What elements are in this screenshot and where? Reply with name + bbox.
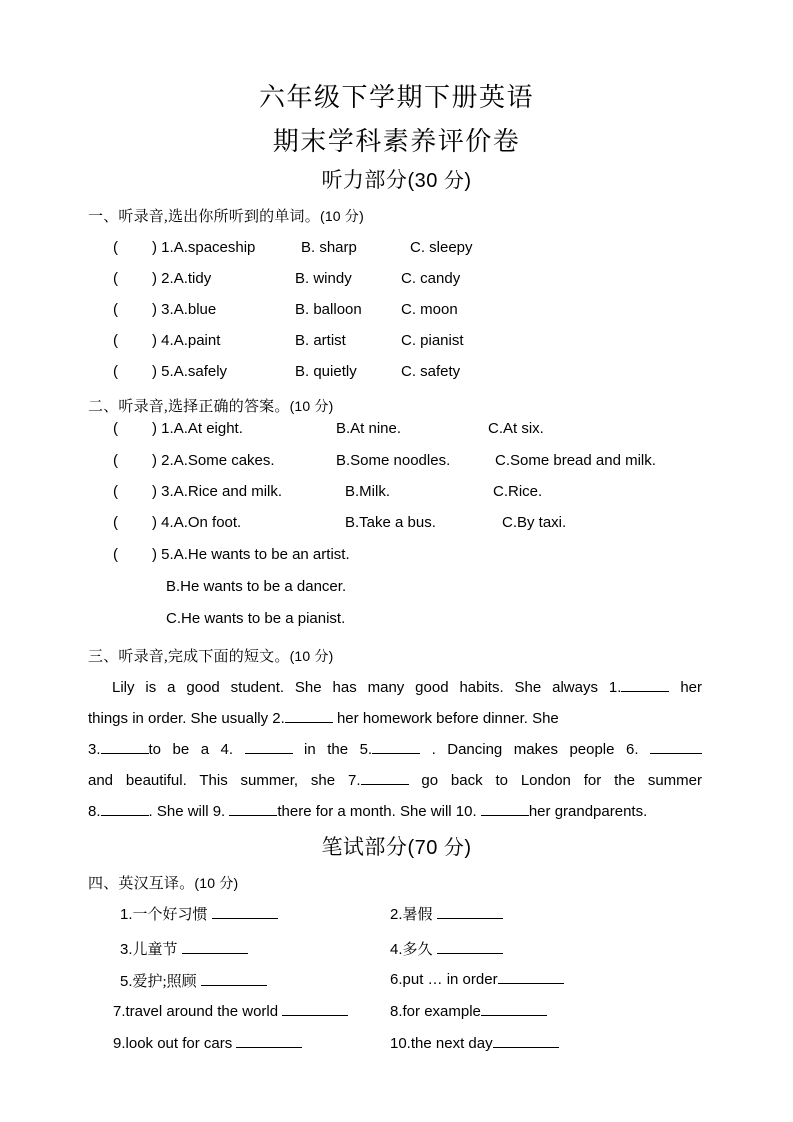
option-c[interactable]: C.He wants to be a pianist. <box>166 610 346 627</box>
question-number: 1. <box>161 239 174 256</box>
fill-blank-8[interactable] <box>101 802 149 816</box>
passage-line-1 <box>88 678 702 696</box>
answer-paren-close: ) <box>152 270 157 287</box>
passage-text: her <box>680 679 702 696</box>
option-a[interactable]: A.On foot. <box>173 514 242 531</box>
option-b[interactable]: B.Milk. <box>345 483 390 500</box>
option-c[interactable]: C.Some bread and milk. <box>495 452 656 469</box>
list-item[interactable] <box>390 970 564 988</box>
option-c-row[interactable] <box>166 610 345 627</box>
option-a[interactable]: A.spaceship <box>173 239 256 256</box>
item-text: for example <box>402 1003 481 1020</box>
list-item[interactable] <box>390 938 503 959</box>
item-text: 暑假 <box>402 907 433 923</box>
option-a[interactable]: A.safely <box>173 363 228 380</box>
translation-blank-10[interactable] <box>493 1034 559 1048</box>
option-a[interactable]: A.At eight. <box>173 420 243 437</box>
item-number: 5. <box>120 973 133 990</box>
option-c[interactable]: C. pianist <box>401 332 464 349</box>
passage-text: . Dancing makes people 6. <box>431 741 639 758</box>
table-row[interactable] <box>113 239 473 256</box>
option-b-row[interactable] <box>166 578 346 595</box>
item-number: 6. <box>390 971 403 988</box>
option-b[interactable]: B.At nine. <box>336 420 402 437</box>
table-row[interactable] <box>113 483 543 500</box>
list-item[interactable] <box>113 1002 348 1020</box>
passage-text: things in order. She usually 2. <box>88 710 285 727</box>
option-b[interactable]: B. artist <box>295 332 346 349</box>
table-row[interactable] <box>113 420 544 437</box>
answer-paren-close: ) <box>152 420 157 437</box>
passage-text: Lily is a good student. She has many good habits. She always 1. <box>112 679 622 696</box>
fill-blank-3[interactable] <box>101 740 149 754</box>
fill-blank-10[interactable] <box>481 802 529 816</box>
passage-text: her grandparents. <box>528 803 648 820</box>
section-three-points: (10 分) <box>289 648 334 664</box>
listening-part-header <box>0 164 793 194</box>
item-text: 儿童节 <box>132 942 178 958</box>
option-b[interactable]: B. quietly <box>295 363 357 380</box>
fill-blank-9[interactable] <box>229 802 277 816</box>
answer-paren-close: ) <box>152 239 157 256</box>
listening-part-score: (30 分) <box>407 170 472 192</box>
section-one-heading <box>88 205 364 226</box>
answer-paren-open: ( <box>113 483 118 500</box>
fill-blank-5[interactable] <box>372 740 420 754</box>
answer-paren-open: ( <box>113 363 118 380</box>
option-c[interactable]: C. moon <box>401 301 458 318</box>
section-four-points: (10 分) <box>194 875 239 891</box>
answer-paren-open: ( <box>113 332 118 349</box>
translation-blank-1[interactable] <box>212 905 278 919</box>
option-a[interactable]: A.He wants to be an artist. <box>173 546 350 563</box>
item-number: 7. <box>113 1003 126 1020</box>
option-a[interactable]: A.Rice and milk. <box>173 483 283 500</box>
passage-line-2 <box>88 709 702 727</box>
option-b[interactable]: B. windy <box>295 270 352 287</box>
option-c[interactable]: C. sleepy <box>410 239 473 256</box>
answer-paren-open: ( <box>113 420 118 437</box>
page-title-line-1: 六年级下学期下册英语 <box>258 83 534 112</box>
table-row[interactable] <box>113 514 567 531</box>
passage-text: there for a month. She will 10. <box>277 803 477 820</box>
list-item[interactable] <box>113 1034 302 1052</box>
item-number: 1. <box>120 906 133 923</box>
listening-part-label: 听力部分 <box>321 168 408 192</box>
option-a[interactable]: A.paint <box>173 332 221 349</box>
item-text: the next day <box>410 1035 493 1052</box>
item-text: travel around the world <box>125 1003 279 1020</box>
item-text: put … in order <box>402 971 498 988</box>
page-title-line-2: 期末学科素养评价卷 <box>272 127 521 156</box>
passage-text: go back to London for the summer <box>421 772 703 789</box>
option-b[interactable]: B. balloon <box>295 301 362 318</box>
fill-blank-2[interactable] <box>285 709 333 723</box>
list-item[interactable] <box>390 1034 559 1052</box>
option-a[interactable]: A.Some cakes. <box>173 452 275 469</box>
option-b[interactable]: B. sharp <box>301 239 357 256</box>
translation-blank-4[interactable] <box>437 940 503 954</box>
passage-line-4 <box>88 771 702 789</box>
section-three-heading <box>88 645 334 666</box>
section-two-heading <box>88 395 334 416</box>
table-row[interactable] <box>113 546 350 563</box>
translation-blank-7[interactable] <box>282 1002 348 1016</box>
option-a[interactable]: A.blue <box>173 301 217 318</box>
list-item[interactable] <box>390 903 503 924</box>
section-two-points: (10 分) <box>289 398 334 414</box>
answer-paren-close: ) <box>152 363 157 380</box>
answer-paren-close: ) <box>152 514 157 531</box>
question-number: 3. <box>161 301 174 318</box>
passage-text: . She will 9. <box>148 803 226 820</box>
list-item[interactable] <box>120 938 248 959</box>
table-row[interactable] <box>113 332 464 349</box>
section-one-heading-text: 一、听录音,选出你所听到的单词。 <box>88 209 320 225</box>
question-number: 2. <box>161 270 174 287</box>
section-three-heading-text: 三、听录音,完成下面的短文。 <box>88 649 290 665</box>
translation-blank-9[interactable] <box>236 1034 302 1048</box>
option-c[interactable]: C.Rice. <box>493 483 543 500</box>
written-part-score: (70 分) <box>407 837 472 859</box>
section-two-heading-text: 二、听录音,选择正确的答案。 <box>88 399 290 415</box>
answer-paren-open: ( <box>113 270 118 287</box>
section-four-heading <box>88 872 238 893</box>
answer-paren-close: ) <box>152 301 157 318</box>
table-row[interactable] <box>113 363 461 380</box>
answer-paren-open: ( <box>113 546 118 563</box>
translation-blank-2[interactable] <box>437 905 503 919</box>
answer-paren-open: ( <box>113 239 118 256</box>
fill-blank-4[interactable] <box>245 740 293 754</box>
list-item[interactable] <box>120 970 267 991</box>
table-row[interactable] <box>113 301 458 318</box>
question-number: 4. <box>161 332 174 349</box>
question-number: 2. <box>161 452 174 469</box>
option-c[interactable]: C. safety <box>401 363 461 380</box>
fill-blank-7[interactable] <box>361 771 409 785</box>
section-one-points: (10 分) <box>319 208 364 224</box>
passage-text: and beautiful. This summer, she 7. <box>88 772 361 789</box>
list-item[interactable] <box>390 1002 547 1020</box>
passage-text: 8. <box>88 803 101 820</box>
answer-paren-close: ) <box>152 332 157 349</box>
written-part-header <box>0 831 793 861</box>
answer-paren-close: ) <box>152 546 157 563</box>
option-c[interactable]: C.At six. <box>488 420 544 437</box>
section-four-heading-text: 四、英汉互译。 <box>88 876 195 892</box>
item-number: 4. <box>390 941 403 958</box>
answer-paren-open: ( <box>113 301 118 318</box>
option-c[interactable]: C.By taxi. <box>502 514 567 531</box>
item-text: 一个好习惯 <box>132 907 208 923</box>
option-b[interactable]: B.Some noodles. <box>336 452 451 469</box>
translation-blank-5[interactable] <box>201 972 267 986</box>
question-number: 5. <box>161 546 174 563</box>
translation-blank-8[interactable] <box>481 1002 547 1016</box>
item-number: 10. <box>390 1035 411 1052</box>
option-b[interactable]: B.Take a bus. <box>345 514 436 531</box>
question-number: 5. <box>161 363 174 380</box>
item-number: 9. <box>113 1035 126 1052</box>
answer-paren-close: ) <box>152 483 157 500</box>
passage-text: her homework before dinner. She <box>336 710 559 727</box>
item-number: 3. <box>120 941 133 958</box>
passage-line-5 <box>88 802 702 820</box>
table-row[interactable] <box>113 452 656 469</box>
item-number: 2. <box>390 906 403 923</box>
option-b[interactable]: B.He wants to be a dancer. <box>166 578 347 595</box>
passage-text: 3. <box>88 741 101 758</box>
answer-paren-open: ( <box>113 452 118 469</box>
fill-blank-1[interactable] <box>621 678 669 692</box>
answer-paren-close: ) <box>152 452 157 469</box>
written-part-label: 笔试部分 <box>321 835 408 859</box>
question-number: 4. <box>161 514 174 531</box>
option-c[interactable]: C. candy <box>401 270 461 287</box>
passage-text: to be a 4. <box>148 741 234 758</box>
item-text: 多久 <box>402 942 433 958</box>
translation-blank-3[interactable] <box>182 940 248 954</box>
question-number: 1. <box>161 420 174 437</box>
option-a[interactable]: A.tidy <box>173 270 212 287</box>
passage-line-3 <box>88 740 702 758</box>
fill-blank-6[interactable] <box>650 740 702 754</box>
item-number: 8. <box>390 1003 403 1020</box>
question-number: 3. <box>161 483 174 500</box>
list-item[interactable] <box>120 903 278 924</box>
answer-paren-open: ( <box>113 514 118 531</box>
item-text: 爱护;照顾 <box>132 974 197 990</box>
passage-text: in the 5. <box>304 741 373 758</box>
table-row[interactable] <box>113 270 461 287</box>
item-text: look out for cars <box>125 1035 233 1052</box>
translation-blank-6[interactable] <box>498 970 564 984</box>
